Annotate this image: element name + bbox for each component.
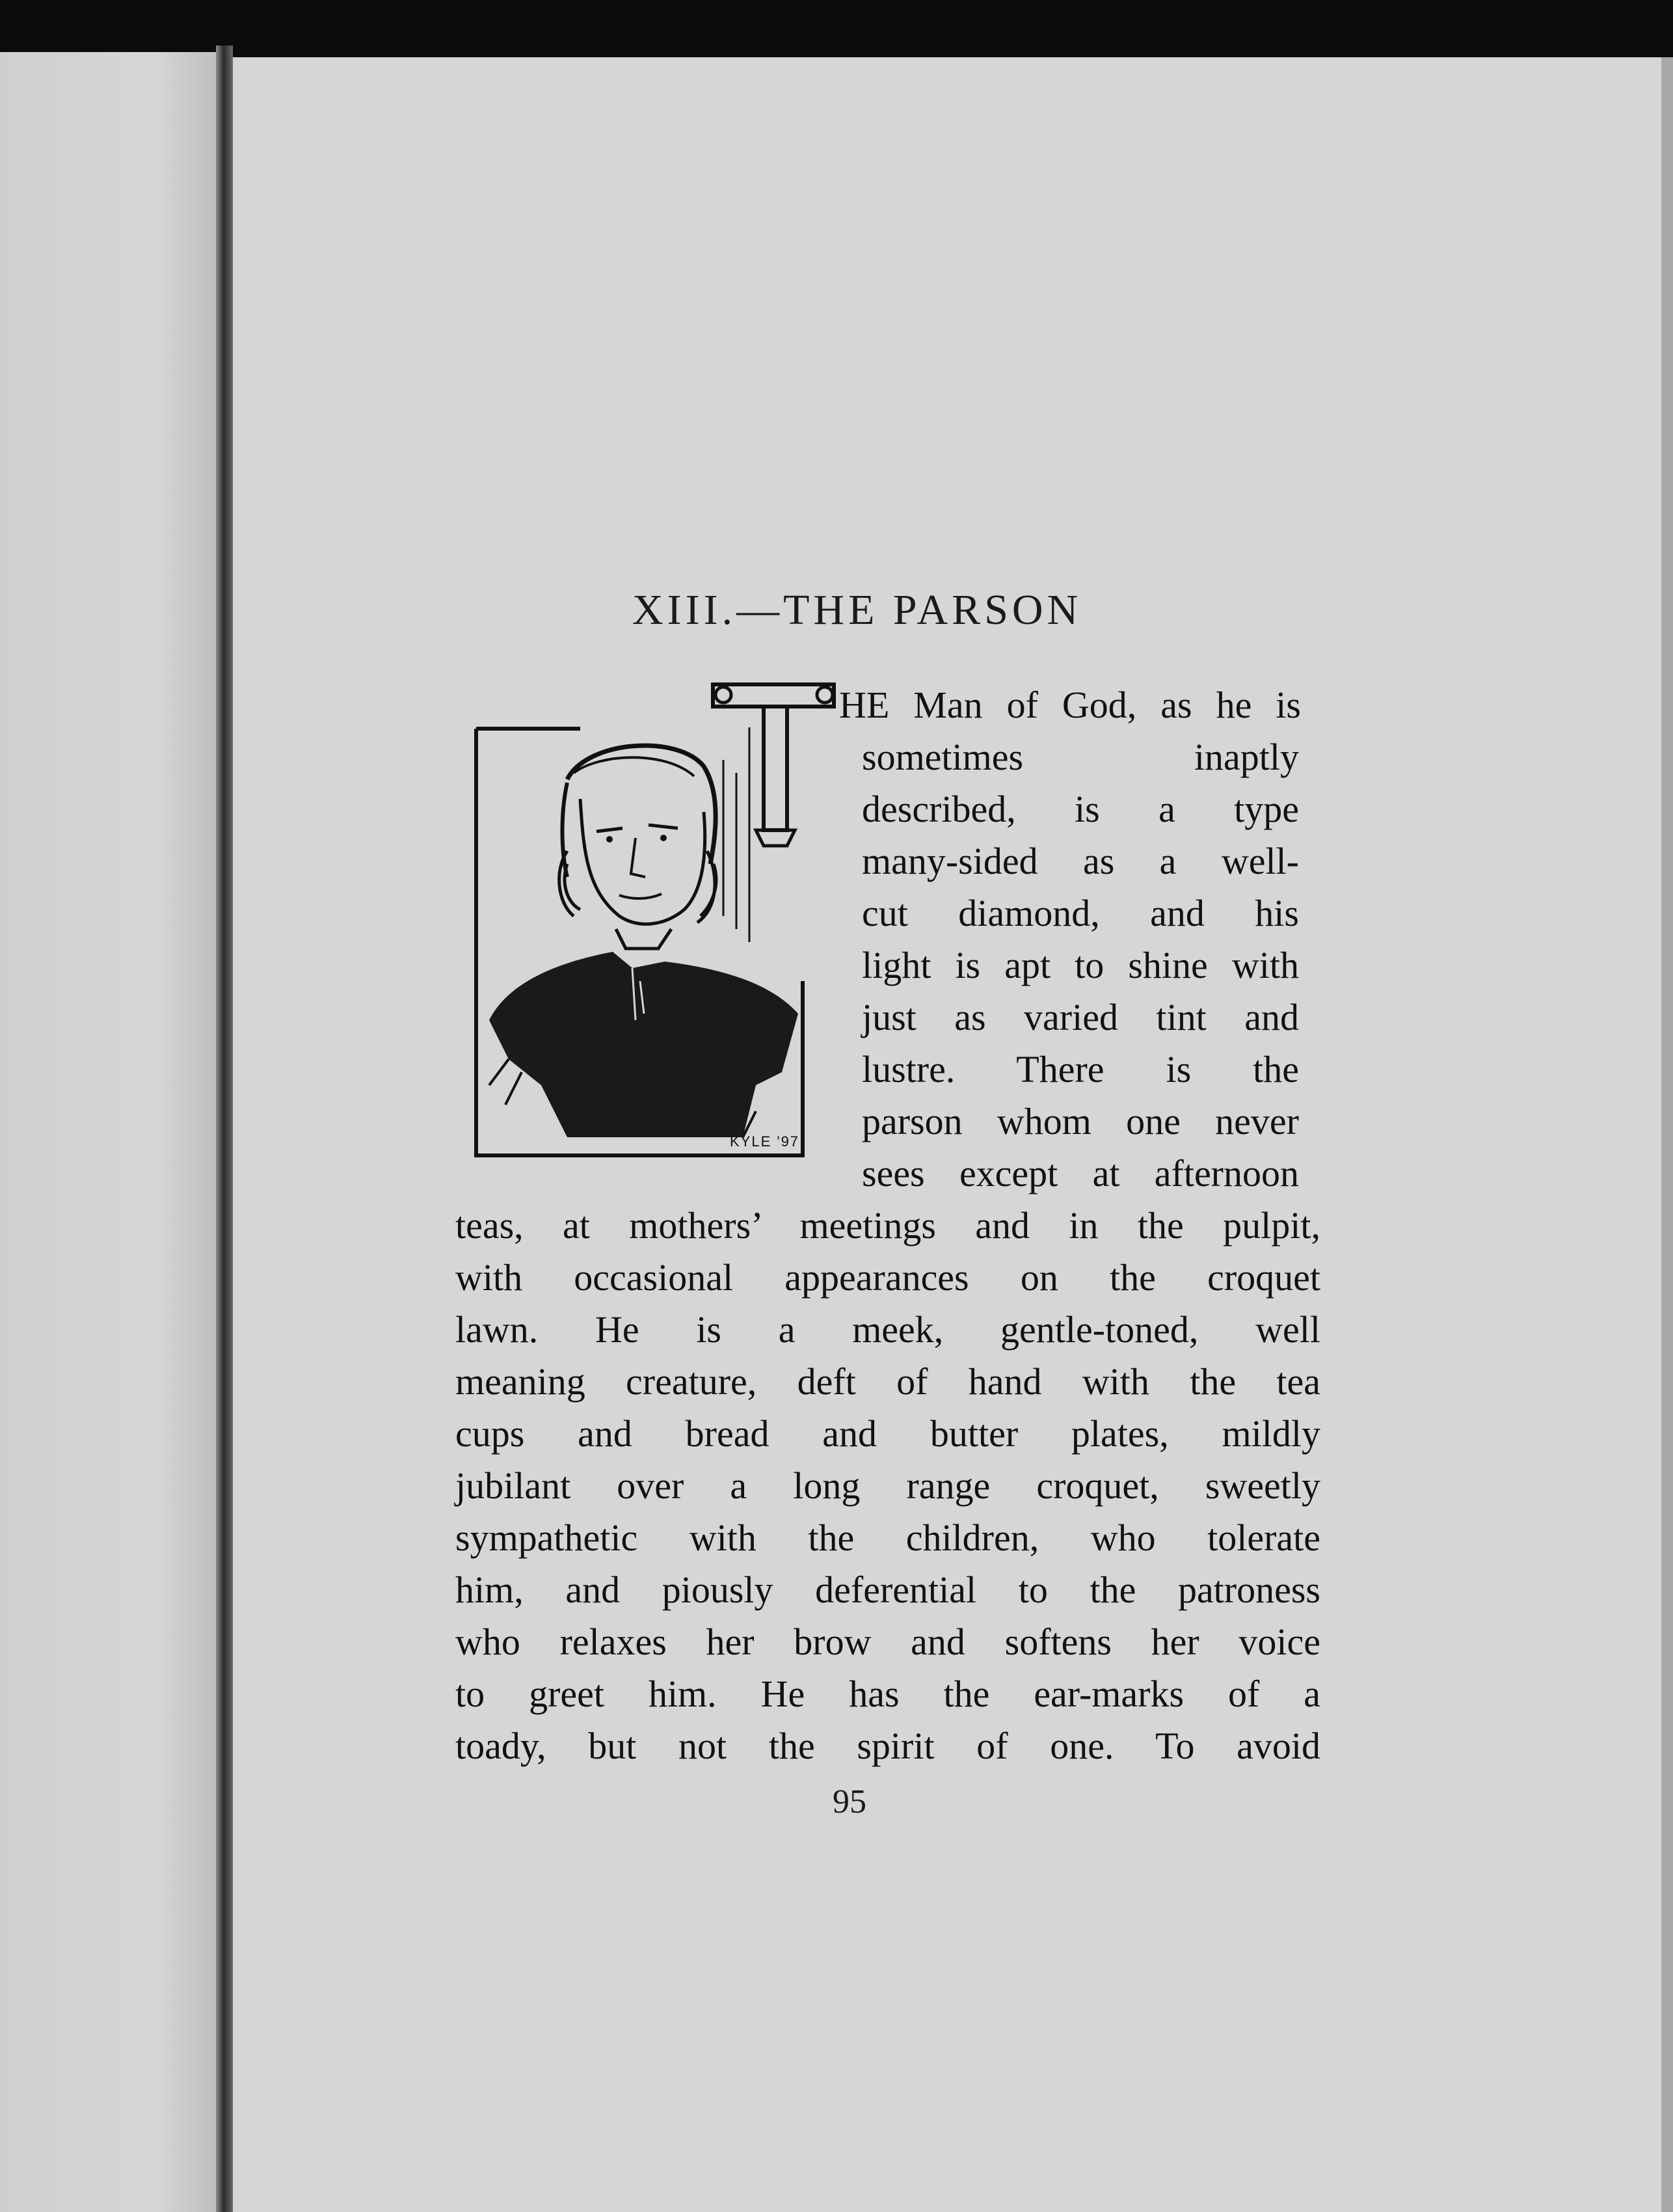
- text-line: many-sided as a well-: [862, 840, 1299, 882]
- drop-cap-letter: [748, 696, 749, 697]
- page-number: 95: [833, 1783, 866, 1820]
- text-line: lawn. He is a meek, gentle-toned, well: [455, 1308, 1320, 1351]
- text-line: sometimes inaptly: [862, 736, 1299, 778]
- text-line: who relaxes her brow and softens her voice: [455, 1621, 1320, 1663]
- text-line: meaning creature, deft of hand with the tea: [455, 1360, 1320, 1403]
- text-line: sees except at afternoon: [862, 1152, 1299, 1194]
- text-line: jubilant over a long range croquet, sweetly: [455, 1464, 1320, 1507]
- text-line: lustre. There is the: [862, 1048, 1299, 1090]
- text-line: him, and piously deferential to the patroness: [455, 1569, 1320, 1611]
- text-line: with occasional appearances on the croquet: [455, 1256, 1320, 1299]
- drop-cap-ornament: [710, 675, 840, 857]
- text-line: teas, at mothers’ meetings and in the pulpit,: [455, 1204, 1320, 1247]
- page-edge: [1661, 57, 1673, 2212]
- text-line: cut diamond, and his: [862, 892, 1299, 934]
- text-line: HE Man of God, as he is: [839, 684, 1301, 726]
- facing-page: [0, 52, 221, 2212]
- text-line: cups and bread and butter plates, mildly: [455, 1412, 1320, 1455]
- text-line: sympathetic with the children, who tolerate: [455, 1517, 1320, 1559]
- text-line: described, is a type: [862, 788, 1299, 830]
- book-gutter: [216, 46, 233, 2212]
- text-line: toady, but not the spirit of one. To avoid: [455, 1725, 1320, 1767]
- text-line: light is apt to shine with: [862, 944, 1299, 986]
- illustration-signature: KYLE '97: [730, 1133, 800, 1150]
- text-line: to greet him. He has the ear-marks of a: [455, 1673, 1320, 1715]
- text-line: parson whom one never: [862, 1100, 1299, 1142]
- chapter-title: XIII.—THE PARSON: [632, 586, 1082, 634]
- text-line: just as varied tint and: [862, 996, 1299, 1038]
